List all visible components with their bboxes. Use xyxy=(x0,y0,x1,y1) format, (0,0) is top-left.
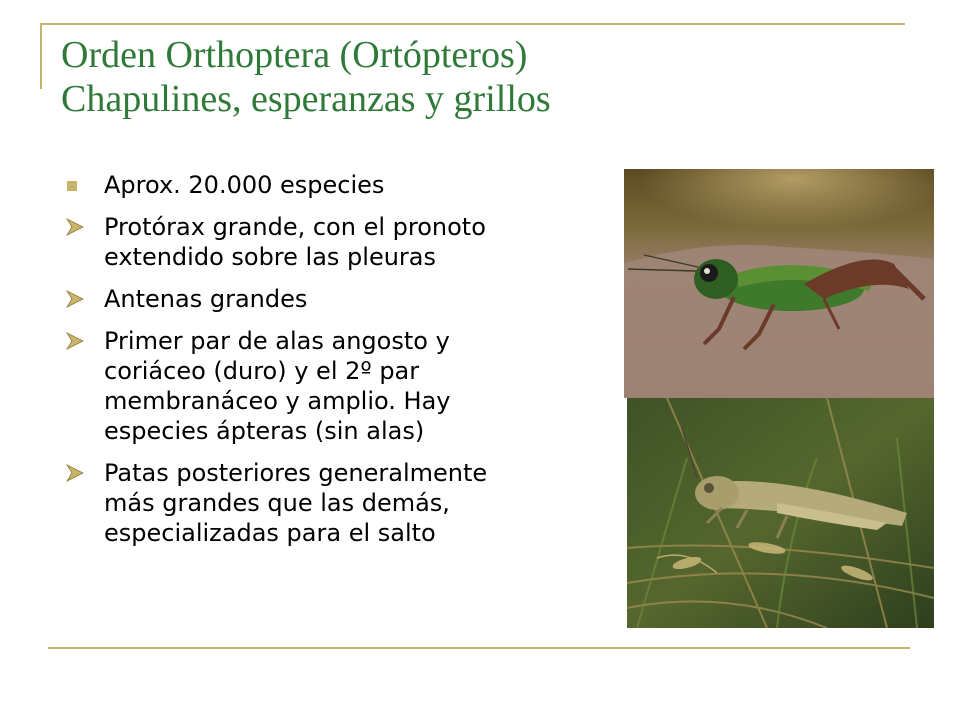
bullet-item xyxy=(66,458,606,548)
slide-title xyxy=(61,33,551,121)
bullet-item xyxy=(66,284,606,314)
bullet-text: Protórax grande, con el pronoto xyxy=(104,213,486,241)
arrow-bullet-icon xyxy=(66,332,84,350)
arrow-bullet-icon xyxy=(66,464,84,482)
bullet-text: Primer par de alas angosto y xyxy=(104,327,450,355)
bullet-item xyxy=(66,326,606,446)
bullet-list xyxy=(66,170,606,560)
bullet-text: especies ápteras (sin alas) xyxy=(104,417,425,445)
arrow-bullet-icon xyxy=(66,290,84,308)
title-line-1: Orden Orthoptera (Ortópteros) xyxy=(61,34,528,76)
bullet-text: Patas posteriores generalmente xyxy=(104,459,488,487)
bullet-item xyxy=(66,170,606,200)
top-rule xyxy=(40,23,905,25)
title-line-2: Chapulines, esperanzas y grillos xyxy=(61,78,551,120)
green-grasshopper-photo xyxy=(624,169,934,398)
bullet-text: más grandes que las demás, xyxy=(104,489,450,517)
bullet-item xyxy=(66,212,606,272)
bullet-text: Aprox. 20.000 especies xyxy=(104,171,385,199)
tan-grasshopper-photo xyxy=(627,398,934,628)
bottom-rule xyxy=(48,647,910,649)
bullet-text: Antenas grandes xyxy=(104,285,308,313)
arrow-bullet-icon xyxy=(66,218,84,236)
bullet-text: extendido sobre las pleuras xyxy=(104,243,437,271)
left-rule xyxy=(40,23,42,89)
bullet-text: membranáceo y amplio. Hay xyxy=(104,387,451,415)
bullet-text: coriáceo (duro) y el 2º par xyxy=(104,357,420,385)
square-bullet-icon xyxy=(67,181,77,191)
bullet-text: especializadas para el salto xyxy=(104,519,436,547)
